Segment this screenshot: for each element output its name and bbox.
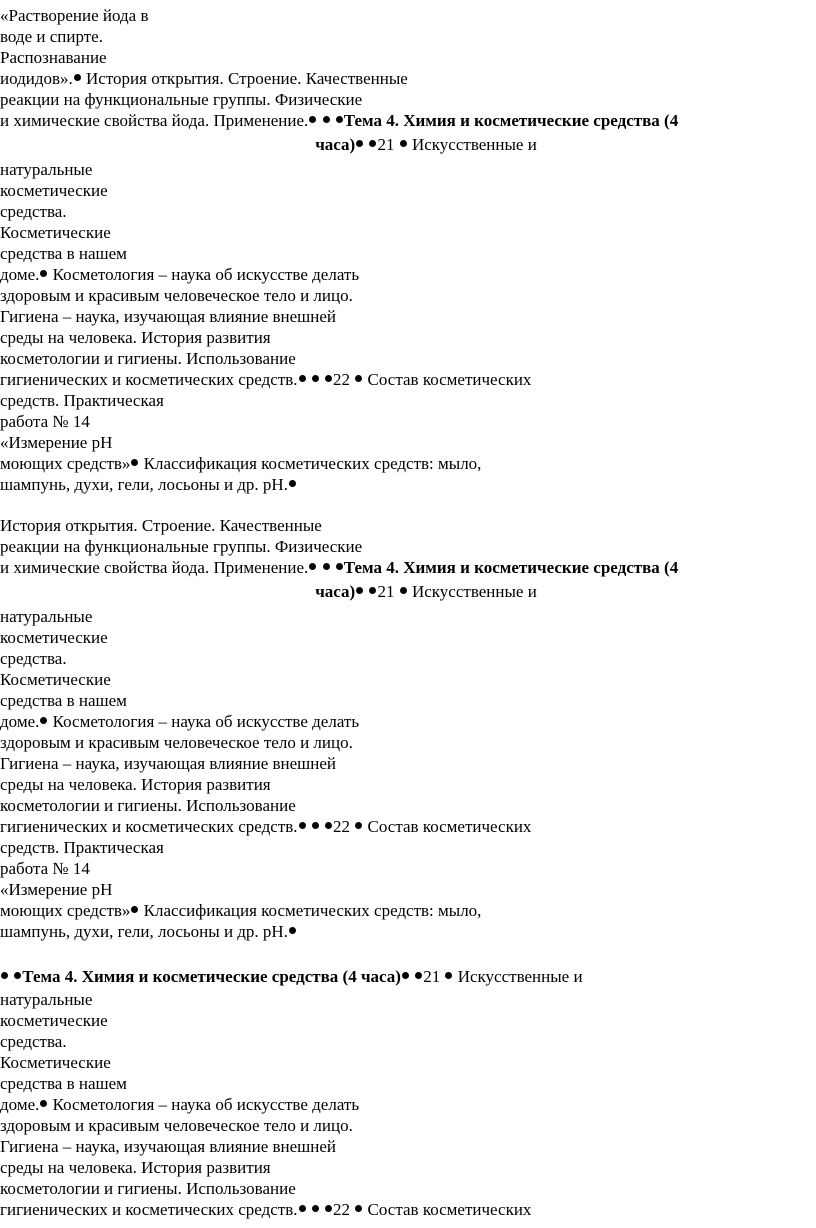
text-line: воде и спирте. — [0, 27, 103, 46]
text-line: косметические — [0, 628, 108, 647]
text-line: гигиенических и косметических средств. 22 Состав косметических — [0, 1200, 532, 1219]
text-line: здоровым и красивым человеческое тело и лицо. — [0, 286, 353, 305]
bullet-icon — [309, 116, 316, 123]
bullet-icon — [299, 375, 306, 382]
text-line: и химические свойства йода. Применение. Тема 4. Химия и косметические средства (4 — [0, 111, 679, 130]
bullet-icon — [1, 972, 8, 979]
text-line: средства в нашем — [0, 244, 127, 263]
text-line: Косметические — [0, 223, 111, 242]
text-line: моющих средств» Классификация косметических средств: мыло, — [0, 454, 482, 473]
text-line: реакции на функциональные группы. Физические — [0, 90, 363, 109]
bullet-icon — [299, 822, 306, 829]
bullet-icon — [14, 972, 21, 979]
text-line: Гигиена – наука, изучающая влияние внешней — [0, 307, 337, 326]
bullet-icon — [323, 116, 330, 123]
text-line-continued: часа) 21 Искусственные и — [315, 582, 537, 601]
text-line: доме. Косметология – наука об искусстве делать — [0, 1095, 360, 1114]
bullet-icon — [369, 587, 376, 594]
bullet-icon — [400, 587, 407, 594]
bullet-icon — [325, 1205, 332, 1212]
text-line: История открытия. Строение. Качественные — [0, 516, 322, 535]
bullet-icon — [323, 563, 330, 570]
text-line: средств. Практическая — [0, 838, 164, 857]
text-line: и химические свойства йода. Применение. Тема 4. Химия и косметические средства (4 — [0, 558, 679, 577]
text-line: среды на человека. История развития — [0, 328, 271, 347]
bullet-icon — [40, 1100, 47, 1107]
text-line: среды на человека. История развития — [0, 775, 271, 794]
text-line: работа № 14 — [0, 412, 90, 431]
text-line: работа № 14 — [0, 859, 90, 878]
bullet-icon — [312, 1205, 319, 1212]
text-line: средства. — [0, 1032, 67, 1051]
text-line: косметологии и гигиены. Использование — [0, 1179, 296, 1198]
text-line: косметические — [0, 181, 108, 200]
bullet-icon — [355, 375, 362, 382]
text-line: «Измерение pH — [0, 433, 113, 452]
text-line: гигиенических и косметических средств. 22 Состав косметических — [0, 817, 532, 836]
text-line: натуральные — [0, 990, 93, 1009]
bullet-icon — [40, 717, 47, 724]
topic-heading: Тема 4. Химия и косметические средства (4 часа) — [22, 967, 401, 986]
bullet-icon — [355, 822, 362, 829]
text-line: доме. Косметология – наука об искусстве делать — [0, 265, 360, 284]
text-line: шампунь, духи, гели, лосьоны и др. pH. — [0, 475, 297, 496]
text-line: доме. Косметология – наука об искусстве делать — [0, 712, 360, 731]
text-line: Тема 4. Химия и косметические средства (4 часа) 21 Искусственные и — [0, 967, 583, 988]
text-line: шампунь, духи, гели, лосьоны и др. pH. — [0, 922, 297, 943]
bullet-icon — [289, 927, 296, 934]
topic-heading: Тема 4. Химия и косметические средства (4 — [343, 111, 679, 130]
text-line: Распознавание — [0, 48, 107, 67]
text-line: средства в нашем — [0, 691, 127, 710]
bullet-icon — [336, 563, 343, 570]
bullet-icon — [312, 822, 319, 829]
bullet-icon — [74, 74, 81, 81]
bullet-icon — [131, 906, 138, 913]
text-line: «Измерение pH — [0, 880, 113, 899]
bullet-icon — [309, 563, 316, 570]
text-line: косметические — [0, 1011, 108, 1030]
bullet-icon — [312, 375, 319, 382]
bullet-icon — [415, 972, 422, 979]
text-line: иодидов». История открытия. Строение. Качественные — [0, 69, 408, 88]
bullet-icon — [355, 1205, 362, 1212]
text-line: гигиенических и косметических средств. 22 Состав косметических — [0, 370, 532, 389]
bullet-icon — [445, 972, 452, 979]
text-line: натуральные — [0, 160, 93, 179]
bullet-icon — [325, 822, 332, 829]
bullet-icon — [356, 140, 363, 147]
text-line: средства. — [0, 649, 67, 668]
text-line: косметологии и гигиены. Использование — [0, 349, 296, 368]
text-line: Гигиена – наука, изучающая влияние внешней — [0, 754, 337, 773]
text-line: среды на человека. История развития — [0, 1158, 271, 1177]
text-line: здоровым и красивым человеческое тело и лицо. — [0, 733, 353, 752]
text-line: «Растворение йода в — [0, 6, 149, 25]
bullet-icon — [131, 459, 138, 466]
bullet-icon — [369, 140, 376, 147]
bullet-icon — [336, 116, 343, 123]
text-line: Гигиена – наука, изучающая влияние внешней — [0, 1137, 337, 1156]
bullet-icon — [400, 140, 407, 147]
bullet-icon — [289, 480, 296, 487]
bullet-icon — [402, 972, 409, 979]
text-line: Косметические — [0, 1053, 111, 1072]
text-line: реакции на функциональные группы. Физические — [0, 537, 363, 556]
text-line: натуральные — [0, 607, 93, 626]
bullet-icon — [40, 270, 47, 277]
text-line: Косметические — [0, 670, 111, 689]
text-line-continued: часа) 21 Искусственные и — [315, 135, 537, 154]
text-line: косметологии и гигиены. Использование — [0, 796, 296, 815]
bullet-icon — [299, 1205, 306, 1212]
bullet-icon — [325, 375, 332, 382]
text-line: здоровым и красивым человеческое тело и лицо. — [0, 1116, 353, 1135]
topic-heading: Тема 4. Химия и косметические средства (4 — [343, 558, 679, 577]
text-line: средства. — [0, 202, 67, 221]
text-line: средства в нашем — [0, 1074, 127, 1093]
text-line: моющих средств» Классификация косметических средств: мыло, — [0, 901, 482, 920]
bullet-icon — [356, 587, 363, 594]
text-line: средств. Практическая — [0, 391, 164, 410]
